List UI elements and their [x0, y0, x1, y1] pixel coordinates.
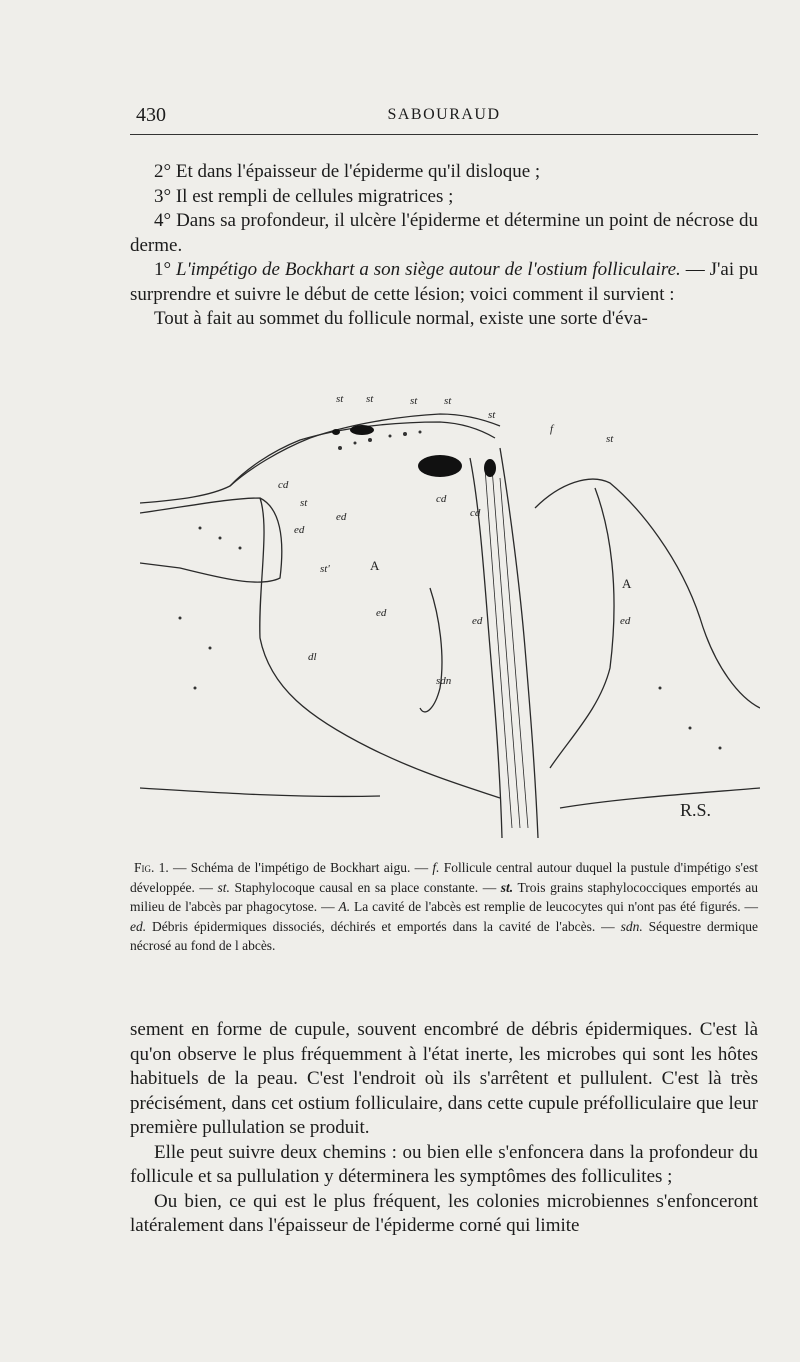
paragraph: Tout à fait au sommet du follicule normal, existe une sorte d'éva- — [154, 308, 648, 329]
caption-key: st. — [217, 879, 230, 895]
paragraph: sement en forme de cupule, souvent encombré de débris épidermiques. C'est là qu'on observe le plus fréquemment à l'état inerte, les microbes qui sont les hôtes habituels de la peau. C'est l'endroit où ils s'arrêtent et pullulent. C'est là très précisément, dans cet ostium folliculaire, dans cette cupule préfolliculaire que leur première pullulation se produit. — [130, 1019, 758, 1138]
label-ed: ed — [376, 607, 387, 619]
epidermis-right-inner — [550, 488, 614, 768]
caption-segment: Débris épidermiques dissociés, déchirés et emportés dans la cavité de l'abcès. — — [146, 918, 621, 934]
label-sdn: sdn — [436, 675, 452, 687]
italic-statement: L'impétigo de Bockhart a son siège autour de l'ostium folliculaire. — [176, 259, 681, 280]
running-head: SABOURAUD — [387, 106, 501, 123]
follicle-inner-2 — [492, 468, 520, 828]
paragraph-number: 1° — [154, 259, 172, 280]
staph-grain — [332, 429, 340, 435]
label-f: f — [550, 423, 554, 435]
label-cd: cd — [278, 479, 289, 491]
caption-segment: La cavité de l'abcès est remplie de leucocytes qui n'ont pas été figurés. — — [350, 899, 758, 914]
paragraph-text: — J'ai pu surprendre et suivre le début de cette lésion; voici comment il survient : — [130, 259, 759, 305]
page-number: 430 — [136, 104, 166, 126]
epidermis-left — [140, 498, 282, 582]
paragraph: Elle peut suivre deux chemins : ou bien elle s'enfoncera dans la profondeur du follicule et sa pullulation y déterminera les symptômes des folliculites ; — [130, 1141, 758, 1187]
dermis-base — [140, 788, 380, 796]
caption-key: A. — [338, 899, 351, 914]
abscess-cavity — [260, 498, 500, 798]
caption-key: sdn. — [620, 918, 643, 934]
caption-segment: Trois grains staphylococciques emportés au milieu de l'abcès par phagocytose. — — [130, 879, 759, 914]
paragraph: Ou bien, ce qui est le plus fréquent, les colonies microbiennes s'enfonceront latéralement dans l'épaisseur de l'épiderme corné qui limite — [130, 1190, 758, 1236]
page-header — [130, 104, 758, 135]
label-st: st — [410, 395, 418, 407]
staph-grain — [418, 455, 462, 477]
figure-illustration — [140, 388, 760, 848]
label-st: st — [336, 393, 344, 405]
paragraph — [130, 258, 758, 307]
epidermis-right — [535, 479, 760, 708]
text-block-bottom — [130, 1018, 758, 1239]
follicle-inner-3 — [500, 478, 528, 828]
label-ed: ed — [472, 615, 483, 627]
caption-segment: — Schéma de l'impétigo de Bockhart aigu. — — [168, 860, 433, 875]
caption-segment: Séquestre dermique nécrosé au fond de l abcès. — [130, 918, 758, 953]
label-cd: cd — [436, 493, 447, 505]
figure-number: Fig. 1. — [134, 860, 169, 875]
label-st: st — [606, 433, 614, 445]
paragraph: 2° Et dans l'épaisseur de l'épiderme qu'il disloque ; — [154, 161, 541, 182]
figure-caption — [130, 858, 758, 956]
text-block-top — [130, 160, 758, 332]
dermis-right — [560, 788, 760, 808]
caption-segment: Staphylocoque causal en sa place constante. — — [229, 879, 501, 895]
label-st: st — [366, 393, 374, 405]
artist-signature: R.S. — [680, 800, 712, 820]
caption-text — [130, 858, 758, 956]
caption-segment: Follicule central autour duquel la pustule d'impétigo s'est développée. — — [130, 860, 758, 895]
paragraph: 3° Il est rempli de cellules migratrices ; — [154, 185, 454, 207]
label-st: st — [444, 395, 452, 407]
label-ed: ed — [336, 511, 347, 523]
sequestre — [420, 588, 442, 712]
label-st: st — [488, 409, 496, 421]
caption-key: ed. — [130, 918, 147, 934]
label-st: st — [300, 497, 308, 509]
label-A: A — [622, 576, 632, 591]
label-cd: cd — [470, 507, 481, 519]
label-st-prime: st' — [320, 563, 330, 575]
label-ed: ed — [620, 615, 631, 627]
label-dl: dl — [308, 651, 317, 663]
label-A: A — [370, 558, 380, 573]
paragraph: 4° Dans sa profondeur, il ulcère l'épiderme et détermine un point de nécrose du derme. — [130, 210, 758, 256]
label-ed: ed — [294, 524, 305, 536]
staph-grain — [350, 425, 374, 435]
caption-key: f. — [432, 860, 440, 875]
histology-drawing — [140, 388, 760, 848]
staph-grain — [484, 459, 496, 477]
caption-key: st. — [500, 879, 514, 895]
